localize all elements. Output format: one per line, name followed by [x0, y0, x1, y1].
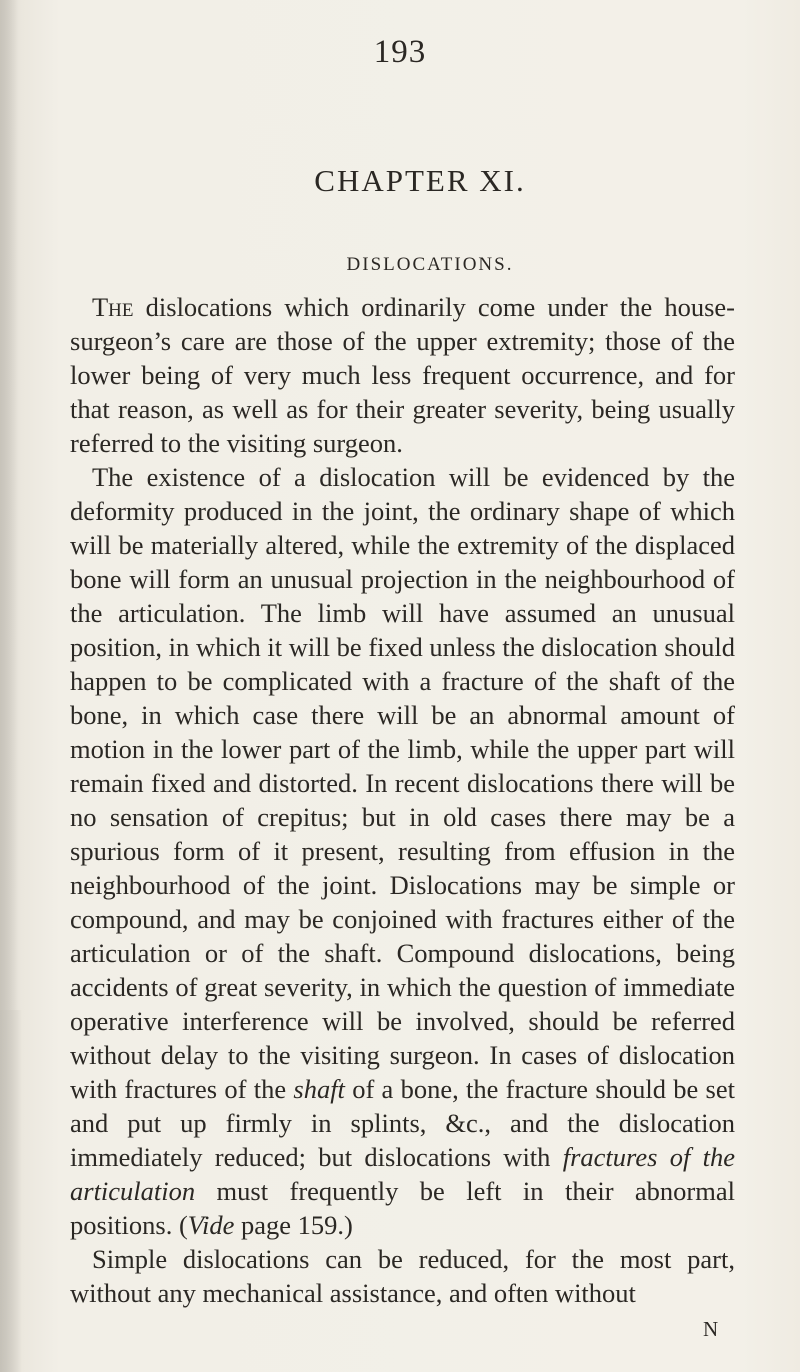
signature-mark: N — [703, 1317, 719, 1341]
chapter-title: CHAPTER XI. — [314, 163, 526, 198]
binding-edge — [0, 1010, 22, 1372]
paragraph-2-em-2: fractures of the articulation — [70, 1142, 735, 1206]
paragraph-2-em-3: Vide — [187, 1210, 235, 1240]
paragraph-3: Simple dislocations can be reduced, for the most part, without any mechanical assistance, and often without — [70, 1244, 735, 1308]
page-number: 193 — [373, 34, 427, 70]
paragraph-2-text-3: must frequently be left in their abnormal positions. ( — [70, 1176, 735, 1240]
body-text — [70, 290, 735, 1310]
paragraph-2-text-4: page 159.) — [234, 1210, 353, 1240]
paragraph-2-text-1: The existence of a dislocation will be evidenced by the deformity produced in the joint, the ordinary shape of which will be materially altered, while the extremity of the displaced bone will form an unusual projection in the neighbourhood of the articulation. The limb will have assumed an unusual position, in which it will be fixed unless the dislocation should happen to be complicated with a fracture of the shaft of the bone, in which case there will be an abnormal amount of motion in the lower part of the limb, while the upper part will remain fixed and distorted. In recent dislocations there will be no sensation of crepitus; but in old cases there may be a spurious form of it present, resulting from effusion in the neighbourhood of the joint. Dislocations may be simple or compound, and may be conjoined with fractures either of the articulation or of the shaft. Compound dislocations, being accidents of great severity, in which the question of immediate operative interference will be involved, should be referred without delay to the visiting surgeon. In cases of dislocation with fractures of the — [70, 462, 735, 1104]
section-title: DISLOCATIONS. — [346, 254, 514, 275]
paragraph-2-em-1: shaft — [293, 1074, 345, 1104]
gutter-shadow — [0, 0, 18, 1010]
paragraph-2 — [70, 460, 735, 1242]
paragraph-1 — [70, 290, 735, 460]
paragraph-2-text-2: of a bone, the fracture should be set and put up firmly in splints, &c., and the dislocation immediately reduced; but dislocations with — [70, 1074, 735, 1172]
paragraph-1-text: dislocations which ordinarily come under the house-surgeon’s care are those of the upper extremity; those of the lower being of very much less frequent occurrence, and for that reason, as well as for their greater severity, being usually referred to the visiting surgeon. — [70, 292, 735, 458]
paragraph-1-lead: The — [92, 292, 134, 322]
